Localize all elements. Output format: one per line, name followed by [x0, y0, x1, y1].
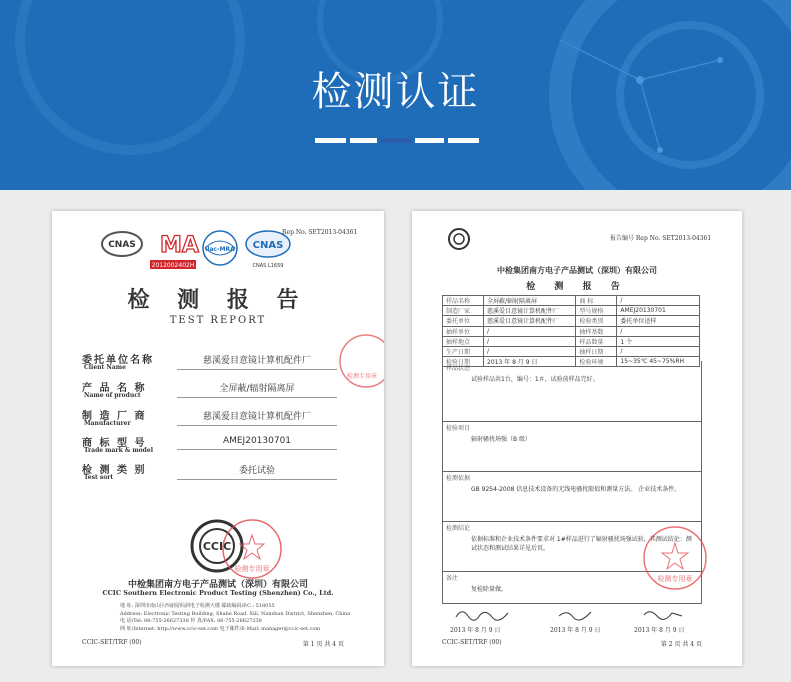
table-value-cell: /	[617, 296, 700, 306]
table-row	[443, 316, 700, 326]
table-key-cell: 抽样日期	[576, 346, 617, 356]
svg-text:CNAS: CNAS	[108, 240, 136, 250]
field-label: 产 品 名 称	[82, 383, 147, 394]
svg-text:检测专用章: 检测专用章	[234, 565, 270, 573]
red-seal-stamp-icon	[640, 523, 710, 593]
red-seal-stamp-icon	[220, 517, 284, 581]
lab-name: 中检集团南方电子产品测试（深圳）有限公司	[127, 580, 308, 590]
table-key-cell: 抽样地点	[443, 336, 484, 346]
svg-text:检测专用章: 检测专用章	[657, 575, 693, 583]
table-key-cell: 样品名称	[443, 296, 484, 306]
report-detail-page	[412, 211, 742, 666]
report-title: 检 测 报 告	[127, 287, 309, 313]
section-heading: 备注	[446, 575, 459, 582]
table-value-cell: 全屏蔽/辐射隔离屏	[484, 296, 576, 306]
field-label-en: Client Name	[84, 364, 126, 371]
field-trademark-model	[82, 434, 332, 462]
cma-logo-icon	[150, 233, 199, 269]
section-sample-status	[442, 361, 702, 422]
lab-title: 中检集团南方电子产品测试（深圳）有限公司	[497, 266, 657, 275]
address-line: 电 话/Tel: 86-755-26627338 传 真/FAX: 86-755-26627238	[120, 618, 262, 624]
table-value-cell: 委托单位送样	[617, 316, 700, 326]
field-label-en: Name of product	[84, 392, 141, 399]
page-number: 第 2 页 共 4 页	[660, 641, 702, 648]
field-manufacturer	[82, 407, 332, 435]
report-subtitle: TEST REPORT	[169, 315, 267, 326]
approver-signature-icon	[454, 607, 514, 621]
section-test-basis	[442, 471, 702, 522]
table-value-cell: 2013 年 8 月 9 日	[484, 357, 576, 367]
section-heading: 检测结论	[446, 525, 471, 532]
field-label: 委托单位名称	[82, 355, 154, 366]
table-row	[443, 346, 700, 356]
svg-text:CNAS: CNAS	[252, 240, 284, 251]
section-heading: 样品状态	[446, 365, 471, 372]
banner-underline	[315, 138, 479, 143]
table-value-cell: 慈溪爱目意镜计算机配件厂	[484, 306, 576, 316]
field-value: 委托试验	[177, 463, 337, 480]
field-value: 全屏蔽/辐射隔离屏	[177, 381, 337, 398]
svg-text:ilac-MRA: ilac-MRA	[205, 246, 235, 253]
svg-text:2012002402H: 2012002402H	[151, 262, 195, 269]
field-label: 检 测 类 别	[82, 465, 147, 476]
cnas-lab-logo-icon	[246, 231, 290, 269]
cnas-logo-icon	[102, 232, 142, 256]
sign-date: 2013 年 8 月 9 日	[450, 627, 501, 634]
table-key-cell: 检验类别	[576, 316, 617, 326]
footer-code: CCIC-SET/TRF (00)	[82, 639, 142, 646]
svg-text:CCIC: CCIC	[202, 540, 232, 553]
sample-info-table	[442, 295, 700, 367]
sign-date: 2013 年 8 月 9 日	[550, 627, 601, 634]
field-label-en: Trade mark & model	[84, 447, 153, 454]
report-number: Rep No. SET2013-04361	[282, 229, 358, 236]
edge-seal-stamp-icon	[332, 331, 384, 391]
table-value-cell: 1 个	[617, 336, 700, 346]
section-body: 辐射骚扰场强（B 级）	[471, 436, 532, 443]
section-body: 依据标准和企业技术条件要求对 1#样品进行了辐射骚扰场强试验，其测试结论：测试状态和测试结果详见后页。	[471, 536, 692, 552]
section-heading: 检测依据	[446, 475, 471, 482]
section-body: 复检除量做。	[471, 586, 508, 593]
field-label: 制 造 厂 商	[82, 411, 147, 422]
field-label-en: Manufacturer	[84, 420, 131, 427]
table-value-cell: AMEJ20130701	[617, 306, 700, 316]
table-value-cell: /	[484, 336, 576, 346]
address-line: Address: Electronic Testing Building, Shahe Road, Xili, Nanshan District, Shenzhen, China	[120, 610, 351, 617]
table-value-cell: /	[617, 326, 700, 336]
field-label-en: Test sort	[84, 474, 114, 481]
table-key-cell: 抽样单位	[443, 326, 484, 336]
svg-text:检测专用章: 检测专用章	[346, 373, 378, 380]
lab-name-en: CCIC Southern Electronic Product Testing (Shenzhen) Co., Ltd.	[102, 589, 334, 597]
lab-address	[120, 603, 360, 633]
table-key-cell: 检验环境	[576, 357, 617, 367]
svg-text:MA: MA	[160, 233, 199, 258]
report-cover-page	[52, 211, 384, 666]
svg-text:CNAS L1659: CNAS L1659	[252, 263, 284, 269]
table-key-cell: 委托单位	[443, 316, 484, 326]
section-body: 试验样品共1台，编号：1＃，试验前样品完好。	[471, 376, 599, 383]
table-key-cell: 商 标	[576, 296, 617, 306]
table-key-cell: 生产日期	[443, 346, 484, 356]
field-label: 商 标 型 号	[82, 438, 147, 449]
field-client-name	[82, 351, 332, 379]
tester-signature-icon	[642, 607, 686, 621]
field-product-name	[82, 379, 332, 407]
section-test-items	[442, 421, 702, 472]
table-row	[443, 336, 700, 346]
certificate-panel	[0, 190, 791, 682]
table-value-cell: /	[484, 326, 576, 336]
report-number: 报告编号 Rep No. SET2013-04361	[610, 235, 712, 242]
table-key-cell: 抽样基数	[576, 326, 617, 336]
sign-date: 2013 年 8 月 9 日	[634, 627, 685, 634]
accreditation-logos	[100, 226, 300, 272]
field-value: AMEJ20130701	[177, 436, 337, 450]
table-row	[443, 296, 700, 306]
table-value-cell: 慈溪爱目意镜计算机配件厂	[484, 316, 576, 326]
section-body: GB 9254-2008 信息技术设备的无线电骚扰限值和测量方法。 企业技术条件。	[471, 486, 681, 493]
report-title: 检 测 报 告	[526, 282, 628, 292]
table-value-cell: /	[617, 346, 700, 356]
table-key-cell: 样品数量	[576, 336, 617, 346]
table-key-cell: 检验日期	[443, 357, 484, 367]
address-line: 地 址: 深圳市南山区西丽留仙洞电子检测大楼 邮政编码/P.C.: 518055	[120, 603, 275, 609]
reviewer-signature-icon	[557, 607, 597, 621]
ccic-small-logo-icon	[446, 227, 472, 251]
table-value-cell: 15~35℃ 45~75%RH	[617, 357, 700, 367]
address-line: 网 址/Internet: http://www.ccic-set.com 电子邮件/E-Mail: manager@ccic-set.com	[120, 625, 321, 632]
footer-code: CCIC-SET/TRF (00)	[442, 639, 502, 646]
banner-title: 检测认证	[311, 69, 480, 115]
page-number: 第 1 页 共 4 页	[302, 641, 344, 648]
table-value-cell: /	[484, 346, 576, 356]
header-banner	[0, 0, 791, 190]
field-value: 慈溪爱目意镜计算机配件厂	[177, 353, 337, 370]
field-test-sort	[82, 461, 332, 489]
ilac-mra-logo-icon	[203, 231, 237, 265]
table-key-cell: 制造厂家	[443, 306, 484, 316]
table-row	[443, 306, 700, 316]
field-value: 慈溪爱目意镜计算机配件厂	[177, 409, 337, 426]
table-key-cell: 型号规格	[576, 306, 617, 316]
section-heading: 检验项目	[446, 425, 471, 432]
table-row	[443, 326, 700, 336]
